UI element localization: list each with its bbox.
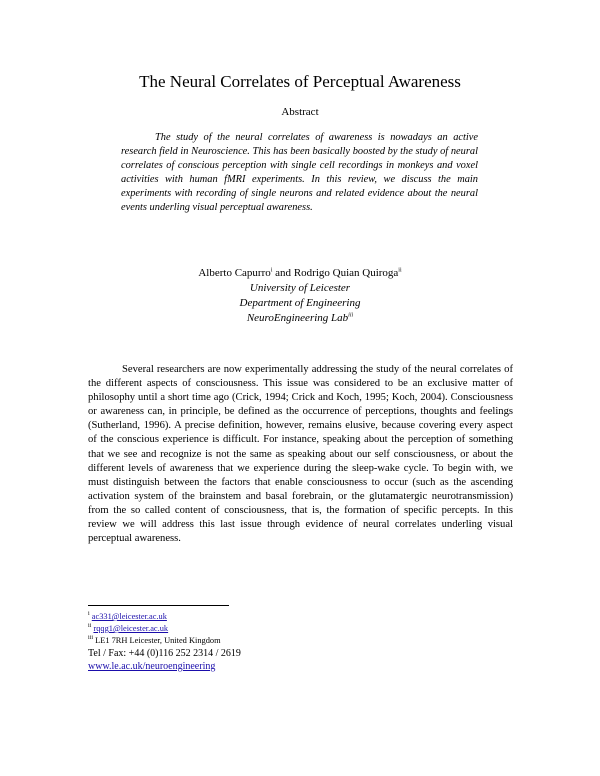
abstract-heading: Abstract — [281, 106, 319, 118]
footnote-mark: i — [88, 611, 90, 618]
abstract-text: The study of the neural correlates of awareness is nowadays an active research field in Neuroscience. This has been basically boosted by the study of neural correlates of conscious perception with single cell recordings in monkeys and voxel activities with human fMRI experiments. In this review, we discuss the main experiments with recording of single neurons and related evidence about the neural events underling visual perceptual awareness. — [121, 132, 478, 213]
footnote-i — [88, 611, 388, 623]
affiliation-university: University of Leicester — [249, 282, 351, 294]
author-mark-i: i — [270, 267, 273, 274]
author-conjunction: and — [272, 267, 294, 279]
footnote-iii — [88, 635, 388, 647]
author-capurro: Alberto Capurro — [198, 267, 271, 279]
affiliation-lab-line — [0, 311, 600, 326]
author-block — [0, 266, 600, 326]
footnote-mark: iii — [88, 635, 94, 642]
affiliation-department: Department of Engineering — [239, 297, 361, 309]
lab-mark-iii: iii — [348, 312, 354, 319]
footnotes — [88, 611, 388, 673]
email-link-capurro[interactable]: ac331@leicester.ac.uk — [91, 612, 167, 621]
footnote-mark: ii — [88, 623, 92, 630]
footnote-ii — [88, 623, 388, 635]
footnote-divider — [88, 605, 229, 606]
paper-title: The Neural Correlates of Perceptual Awareness — [139, 72, 461, 91]
author-quiroga: Rodrigo Quian Quiroga — [293, 267, 399, 279]
website-link[interactable]: www.le.ac.uk/neuroengineering — [88, 661, 216, 672]
email-link-quiroga[interactable]: rqqg1@leicester.ac.uk — [93, 624, 169, 633]
affiliation-lab: NeuroEngineering Lab — [246, 312, 349, 324]
body-paragraph: Several researchers are now experimentally addressing the study of the neural correlates of the different aspects of consciousness. This issue was considered to be an exclusive matter of philosophy until a short time ago (Crick, 1994; Crick and Koch, 1995; Koch, 2004). Consciousness or awareness can, in principle, be defined as the occurrence of perceptions, thoughts and feelings (Sutherland, 1996). A precise definition, however, remains elusive, because covering every aspect of the conscious experience is difficult. For instance, speaking about the perception of something that we see and recognize is not the same as speaking about our self consciousness, or about the different levels of awareness that we experience during the sleep-wake cycle. To begin with, we must distinguish between the factors that enable consciousness to occur (such as the ascending activation system of the brainstem and basal forebrain, or the glutamatergic neurotransmission) from the so called content of consciousness, that is, the formation of specific percepts. In this review we will address this last issue through evidence of neural correlates underling visual perceptual awareness. — [88, 364, 513, 545]
tel-fax: Tel / Fax: +44 (0)116 252 2314 / 2619 — [88, 648, 241, 659]
postal-address: LE1 7RH Leicester, United Kingdom — [95, 636, 221, 645]
author-mark-ii: ii — [398, 267, 402, 274]
author-line — [198, 267, 401, 279]
